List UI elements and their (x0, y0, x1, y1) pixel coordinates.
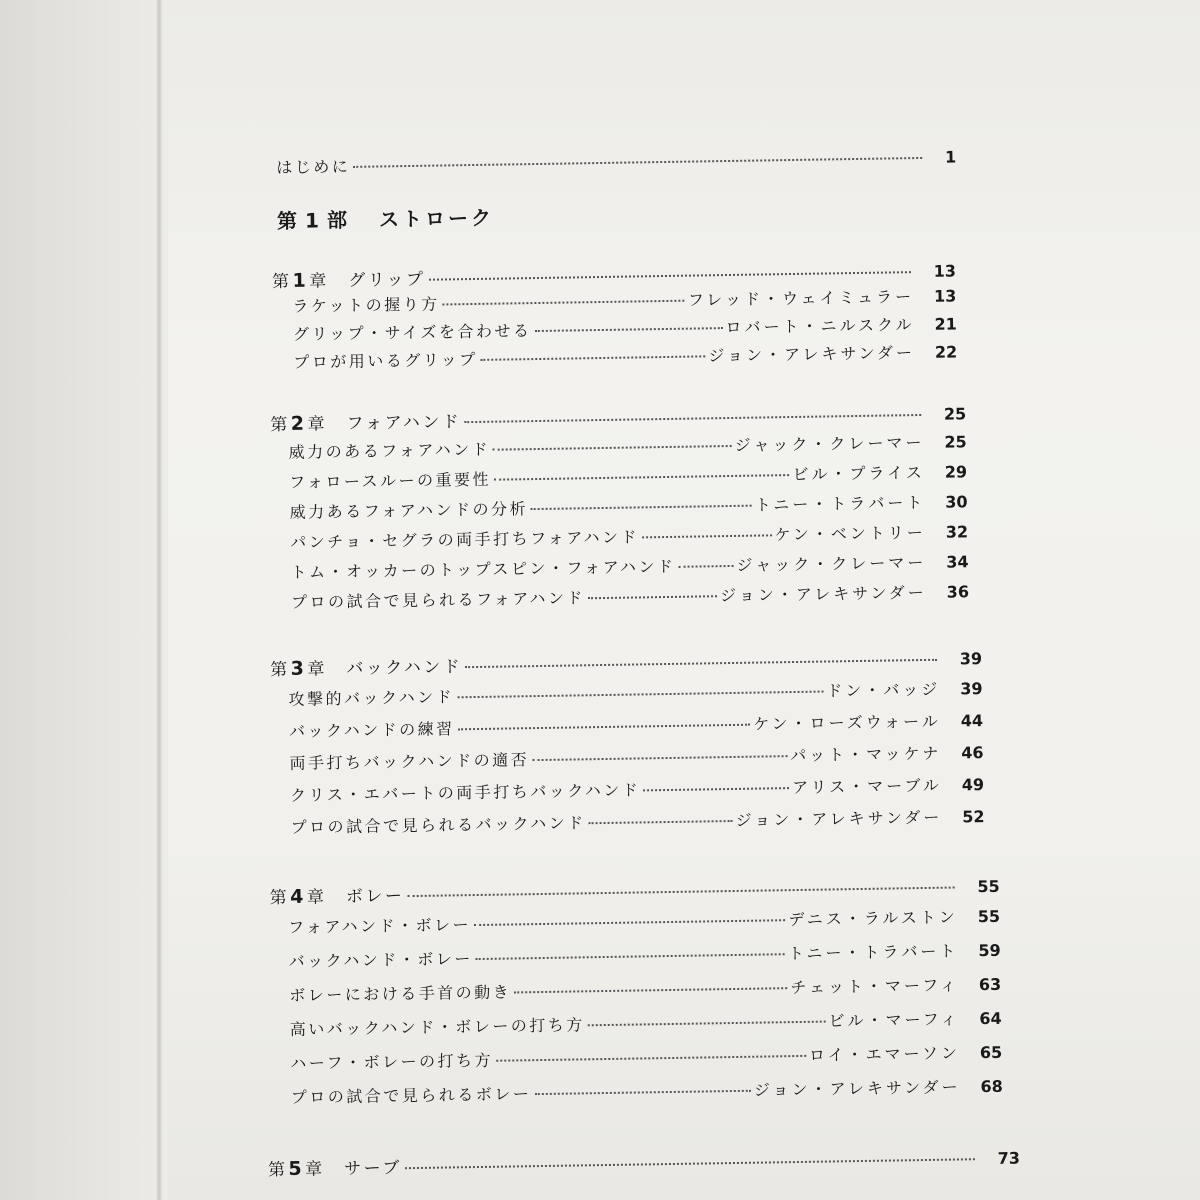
toc-entry (290, 519, 968, 553)
entry-author: ジャック・クレーマー (736, 552, 927, 575)
toc-entry (293, 311, 957, 344)
entry-title: プロの試合で見られるバックハンド (290, 813, 586, 837)
entry-author: フレッド・ウェイミュラー (687, 287, 915, 310)
entry-title: 高いバックハンド・ボレーの打ち方 (289, 1015, 585, 1039)
entry-page: 65 (979, 1042, 1003, 1063)
chapter-prefix: 第 (271, 271, 292, 293)
entry-page: 25 (944, 432, 967, 452)
dot-leader (643, 787, 789, 791)
part-title: ストローク (378, 205, 495, 232)
dot-leader (534, 327, 722, 332)
toc-entry (290, 1006, 1002, 1040)
entry-author: ロバート・ニルスクル (725, 315, 915, 338)
dot-leader (496, 1055, 806, 1062)
dot-leader (493, 445, 732, 451)
chapter-row (268, 1144, 1020, 1181)
chapter-number: 3 (290, 657, 307, 680)
part-heading (277, 202, 494, 234)
entry-author: トニー・トラバート (754, 492, 926, 515)
toc-entry (288, 904, 1000, 938)
toc-entry (289, 938, 1001, 972)
entry-page: 32 (945, 522, 969, 542)
entry-page: 36 (946, 582, 970, 602)
entry-author: デニス・ラルストン (788, 907, 958, 930)
entry-title: プロの試合で見られるフォアハンド (290, 588, 586, 612)
entry-page: 34 (946, 552, 969, 572)
dot-leader (534, 1090, 751, 1095)
entry-author: ジョン・アレキサンダー (735, 807, 943, 830)
chapter-suffix: 章 (306, 887, 327, 908)
entry-page: 52 (962, 807, 985, 827)
chapter-title: ボレー (345, 886, 405, 908)
dot-leader (407, 887, 954, 898)
chapter-row (270, 399, 966, 435)
chapter-number: 2 (290, 412, 307, 435)
chapter-title: バックハンド (346, 657, 463, 680)
toc-entry (289, 708, 983, 742)
dot-leader (405, 1158, 975, 1169)
toc-entry (290, 549, 968, 583)
chapter-number: 4 (290, 885, 307, 908)
dot-leader (474, 919, 785, 926)
dot-leader (642, 534, 772, 538)
entry-page: 13 (933, 286, 957, 306)
part-prefix: 第 (276, 208, 300, 234)
entry-author: ケン・ベントリー (774, 522, 926, 545)
chapter-page: 73 (997, 1148, 1021, 1168)
entry-page: 68 (980, 1076, 1003, 1097)
entry-author: ケン・ローズウォール (753, 711, 941, 734)
chapter-page: 55 (977, 876, 1000, 897)
entry-author: アリス・マーブル (792, 775, 942, 798)
entry-page: 49 (961, 775, 985, 795)
entry-author: ジョン・アレキサンダー (708, 343, 916, 366)
entry-author: チェット・マーフィ (790, 975, 960, 998)
entry-author: ドン・バッジ (826, 679, 941, 701)
entry-author: ビル・マーフィ (828, 1009, 960, 1031)
entry-title: グリップ・サイズを合わせる (292, 321, 532, 344)
chapter-page: 39 (959, 649, 983, 669)
chapter-prefix: 第 (270, 414, 290, 436)
entry-page: 63 (978, 974, 1002, 995)
entry-title: ラケットの握り方 (292, 294, 440, 316)
toc-entry (291, 1074, 1003, 1108)
entry-title: プロの試合で見られるボレー (290, 1084, 532, 1107)
toc-entry (290, 1040, 1002, 1074)
entry-title: フォアハンド・ボレー (288, 915, 472, 937)
dot-leader (458, 724, 751, 731)
entry-author: ジャック・クレーマー (734, 432, 925, 455)
entry-title: クリス・エバートの両手打ちバックハンド (289, 780, 641, 805)
dot-leader (589, 820, 733, 824)
part-number: 1 (304, 208, 322, 233)
dot-leader (531, 505, 752, 510)
entry-page: 59 (978, 940, 1001, 961)
entry-page: 46 (961, 743, 984, 763)
dot-leader (429, 271, 911, 281)
dot-leader (465, 659, 936, 668)
chapter-title: サーブ (344, 1158, 403, 1180)
entry-page: 22 (934, 342, 958, 362)
chapter-title: フォアハンド (346, 412, 462, 435)
intro-page: 1 (944, 147, 957, 167)
entry-author: ビル・プライス (792, 462, 925, 485)
toc-entry (289, 429, 967, 463)
toc-entry (290, 772, 984, 806)
entry-page: 55 (977, 906, 1001, 927)
entry-page: 44 (960, 711, 984, 731)
dot-leader (481, 355, 706, 361)
dot-leader (678, 565, 733, 568)
entry-author: ジョン・アレキサンダー (719, 582, 927, 606)
entry-page: 39 (960, 679, 983, 699)
chapter-number: 1 (292, 269, 309, 292)
toc-entry (289, 459, 967, 493)
entry-page: 64 (979, 1008, 1002, 1029)
chapter-prefix: 第 (267, 1160, 288, 1181)
chapter-row (270, 644, 982, 680)
toc-intro-row (276, 144, 956, 178)
chapter-suffix: 章 (307, 659, 328, 680)
entry-author: トニー・トラバート (787, 941, 959, 964)
chapter-number: 5 (288, 1157, 305, 1181)
chapter-suffix: 章 (309, 271, 329, 292)
entry-title: 威力のあるフォアハンド (288, 439, 491, 462)
toc-entry (288, 676, 982, 710)
dot-leader (494, 474, 789, 481)
entry-title: プロが用いるグリップ (293, 349, 478, 372)
toc-entry (291, 579, 969, 613)
entry-title: バックハンド・ボレー (288, 949, 473, 971)
chapter-suffix: 章 (307, 414, 328, 435)
entry-page: 29 (944, 462, 968, 482)
chapter-suffix: 章 (305, 1159, 325, 1180)
entry-author: ジョン・アレキサンダー (753, 1077, 961, 1100)
toc-entry (289, 972, 1001, 1006)
entry-author: ロイ・エマーソン (808, 1043, 961, 1065)
dot-leader (457, 691, 823, 699)
dot-leader (443, 300, 685, 306)
toc-entry (290, 804, 984, 838)
entry-title: フォロースルーの重要性 (289, 469, 492, 492)
entry-title: ハーフ・ボレーの打ち方 (290, 1050, 494, 1073)
entry-page: 21 (934, 314, 957, 334)
chapter-prefix: 第 (269, 659, 290, 681)
entry-title: 威力あるフォアハンドの分析 (289, 499, 529, 522)
entry-title: バックハンドの練習 (288, 719, 455, 741)
chapter-page: 13 (933, 261, 957, 281)
dot-leader (353, 157, 922, 168)
dot-leader (464, 414, 921, 423)
chapter-prefix: 第 (269, 887, 290, 909)
chapter-row (269, 872, 999, 908)
entry-title: 両手打ちバックハンドの適否 (289, 750, 530, 773)
toc-entry (293, 339, 957, 372)
toc-entry (289, 489, 967, 523)
dot-leader (588, 595, 717, 599)
part-suffix: 部 (326, 207, 350, 233)
toc-entry (289, 740, 983, 774)
dot-leader (588, 1021, 826, 1027)
entry-title: 攻撃的バックハンド (288, 687, 455, 709)
dot-leader (514, 987, 787, 993)
intro-title: はじめに (276, 156, 351, 178)
dot-leader (532, 755, 787, 761)
chapter-page: 25 (943, 404, 967, 424)
dot-leader (476, 953, 785, 960)
entry-author: パット・マッケナ (790, 743, 942, 766)
entry-title: パンチョ・セグラの両手打ちフォアハンド (289, 527, 640, 552)
entry-title: トム・オッカーのトップスピン・フォアハンド (290, 556, 676, 582)
chapter-title: グリップ (348, 269, 426, 291)
entry-page: 30 (945, 492, 968, 512)
entry-title: ボレーにおける手首の動き (289, 982, 512, 1005)
